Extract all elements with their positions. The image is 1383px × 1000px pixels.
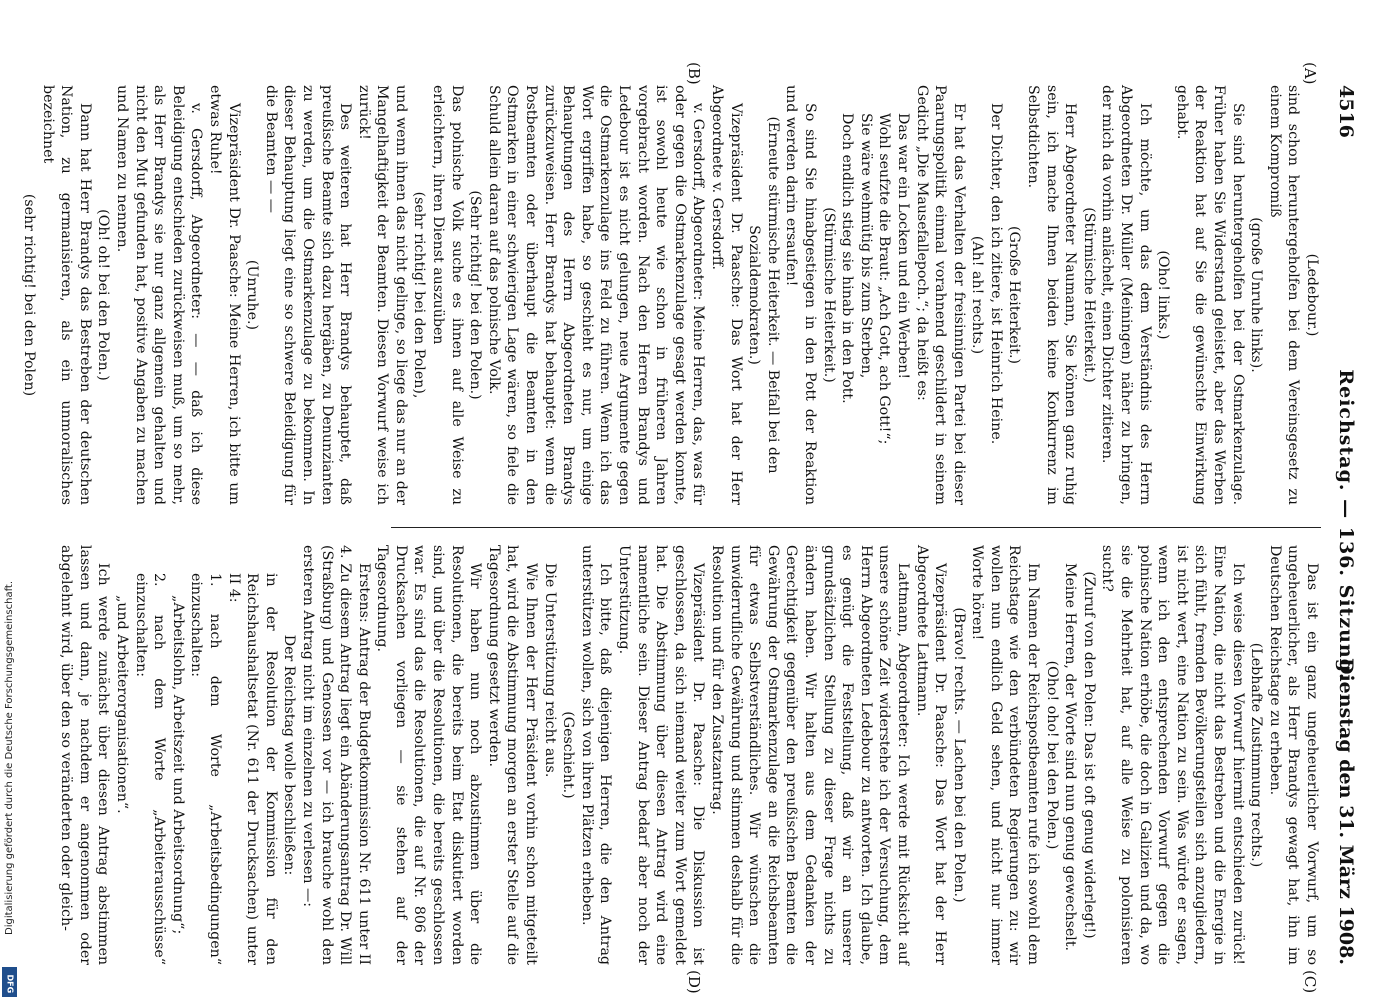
dfg-logo-text: DFG [5,974,15,994]
poem-line: Doch endlich stieg sie hinab in den Pott. [839,113,856,404]
interjection: (Unruhe.) [244,259,261,331]
paragraph: Er hat das Verhalten der freisinnigen Partei bei dieser Paarungspolitik einmal vorahnend geschildert in seinem Gedicht „Die Mausefallepoch.“; da heißt es: [913,85,967,505]
paragraph: Meine Herren, der Worte sind nun genug gewechselt. [1062,563,1079,952]
interjection: (große Unruhe links). [1248,217,1265,373]
poem-line: Wohl seufzte die Braut: „Ach Gott, ach Gott!“; [876,113,893,445]
motion-item: „und Arbeiterorganisationen“. [114,595,130,814]
speaker-running-head: (Ledebour.) [1304,253,1320,337]
page-title: Reichstag. — 136. Sitzung. [1335,369,1357,681]
interjection: (Oho! oho! bei den Polen.) [1043,660,1060,850]
paragraph: Ich möchte, um das dem Verständnis des Herrn Abgeordneten Dr. Müller (Meiningen) näher zu bringen, der mich da vorhin anlächelt, einen Dichter zitieren. [1099,85,1153,505]
paragraph: Das polnische Volk suche es ihnen auf alle Weise zu erleichtern, ihren Dienst auszuüben [430,85,465,505]
paragraph: Sie sind heruntergeholfen bei der Ostmarkenzulage. Früher haben Sie Widerstand geleistet, aber das Werben der Reaktion hat auf Sie die gewünschte Einwirkung gehabt. [1173,85,1246,505]
paragraph: Wie Ihnen der Herr Präsident vorhin schon mitgeteilt hat, wird die Abstimmung morgen an erster Stelle auf die Tagesordnung gesetzt werden. [485,545,540,965]
speaker-paragraph: Lattmann, Abgeordneter: Ich werde mit Rücksicht auf unsere schöne Zeit widerstehe ich der Versuchung, dem Herrn Abgeordneten Ledebour zu antworten. Ich glaube, es genügt die Feststellung, daß wir an unserer grundsätzlichen Stellung zu dieser Frage nichts zu ändern haben. Wir halten aus dem Gedanken der Gerechtigkeit gegenüber den preußischen Beamten die Gewährung der Ostmarkenzulage an die Reichsbeamten für etwas Selbstverständliches. Wir wünschen die unwiderrufliche Gewährung und stimmen deshalb für die Resolution und für den Zusatzantrag. [709,545,911,965]
speaker-paragraph: Vizepräsident Dr. Paasche: Die Diskussion ist geschlossen, da sich niemand weiter zum Wort gemeldet hat. Die Abstimmung über diesen Antrag wird eine namentliche sein. Dieser Antrag bedarf aber noch der Unterstützung. [616,545,707,965]
speaker-paragraph: v. Gersdorff, Abgeordneter: — — daß ich diese Beleidigung entschieden zurückweisen muß, um so mehr, als Herr Brandys sie nur ganz allgemein gehalten und nicht den Mut gefunden hat, positive Angaben zu machen und Namen zu nennen. [114,85,205,505]
motion-item: „Arbeitslohn, Arbeitszeit und Arbeitsordnung“; [169,595,186,935]
paragraph: Herr Abgeordneter Naumann, Sie können ganz ruhig sein, ich mache Ihnen beiden keine Konkurrenz im Selbstdichten. [1025,85,1079,505]
speaker-paragraph: v. Gersdorff, Abgeordneter: Meine Herren, das, was für oder gegen die Ostmarkenzulage gesagt werden konnte, ist sowohl heute wie schon in früheren Jahren vorgebracht worden. Nach den Herren Brandys und Ledebour ist es nicht gelungen, neue Argumente gegen die Ostmarkenzulage ins Feld zu führen. Wenn ich das Wort ergriffen habe, so geschieht es nur, um einige Behauptungen des Herrn Abgeordneten Brandys zurückzuweisen. Herr Brandys hat behauptet: wenn die Postbeamten oder überhaupt die Beamten in den Ostmarken in einer schwierigen Lage wären, so fiele die Schuld allein daran auf das polnische Volk. [485,85,707,505]
interjection: (sehr richtig! bei den Polen), [411,191,428,399]
paragraph: Des weiteren hat Herr Brandys behauptet, daß preußische Beamte sich dazu hergäben, zu Denunzianten zu werden, um die Ostmarkenzulage zu bekommen. In dieser Behauptung liegt eine so schwere Beleidigung für die Beamten — — [262,85,354,505]
interjection: (Ah! ah! rechts.) [969,235,986,355]
paragraph: Ich werde zunächst über diesen Antrag abstimmen lassen und dann, je nachdem er angenommen oder abgelehnt wird, über den so veränderten oder gleich- [58,545,112,965]
dfg-logo [2,967,17,997]
motion-text: Der Reichstag wolle beschließen: [281,634,298,876]
interjection: (Oho! links.) [1155,250,1172,340]
paragraph: Wir haben nun noch abzustimmen über die Resolutionen, die bereits beim Etat diskutiert worden sind, und über die Resolutionen, die bereits geschlossen war. Es sind das die Resolutionen, die auf Nr. 806 der Drucksachen vorliegen — sie stehen auf der Tagesordnung. [374,545,484,965]
paragraph: Die Unterstützung reicht aus. [541,563,558,778]
paragraph: Erstens: Antrag der Budgetkommission Nr. 611 unter II 4. Zu diesem Antrag liegt ein Abänderungsantrag Dr. Will (Straßburg) und Genossen vor — ich brauche wohl den ersteren Antrag nicht im einzelnen zu verlesen —: [299,545,372,965]
right-column [57,545,1321,965]
poem-line: Das war ein Locken und ein Werben! [894,113,911,380]
paragraph: Ich weise diesen Vorwurf hiermit entschieden zurück! Eine Nation, die nicht das Bestreben und die Energie in sich fühlt, fremden Bevölkerungsteilen sich anzugliedern, ist nicht wert, eine Nation zu sein. Was würde er sagen, wenn ich den entsprechenden Vorwurf gegen die polnische Nation erhöbe, die doch in Galizien und da, wo sie die Mehrheit hat, auf alle Weise zu polonisieren sucht? [1099,545,1246,965]
paragraph: Das ist ein ganz ungeheuerlicher Vorwurf, um so ungeheuerlicher, als Herr Brandys gewagt hat, ihn im Deutschen Reichstage zu erheben. [1266,545,1320,965]
interjection: (Stürmische Heiterkeit.) [1080,207,1097,383]
speaker-paragraph: Vizepräsident Dr. Paasche: Das Wort hat der Herr Abgeordnete Lattmann. [913,545,949,965]
column-divider [391,527,1321,528]
paragraph: Dann hat Herr Brandys das Bestreben der deutschen Nation, zu germanisieren, als ein unmoralisches bezeichnet [39,85,93,505]
interjection: (Geschieht.) [560,711,577,799]
interjection: (Sehr richtig! bei den Polen.) [467,190,484,400]
poem-line: Sie wäre wehmütig bis zum Sterben, [857,113,874,379]
paragraph: Im Namen der Reichspostbeamten rufe ich sowohl dem Reichstage wie den verbündeten Regierungen zu: wir wollen nun endlich Geld sehen, und nicht nur immer Worte hören! [969,545,1042,965]
interjection: (Lebhafte Zustimmung rechts.) [1248,642,1265,868]
paragraph: Ich bitte, daß diejenigen Herren, die den Antrag unterstützen wollen, sich von ihren Plätzen erheben. [578,545,614,965]
paragraph: So sind Sie hinabgestiegen in den Pott der Reaktion und werden darin ersaufen! [783,85,818,505]
margin-marker-c: (C) [1301,970,1319,994]
interjection: (Oh! oh! bei den Polen.) [95,209,112,381]
motion-item: 2. nach dem Worte „Arbeiterausschüsse“ einzuschalten: [132,573,168,965]
interjection: (Bravo! rechts. — Lachen bei den Polen.) [950,607,967,903]
motion-item: 1. nach dem Worte „Arbeitsbedingungen“ einzuschalten: [188,573,223,965]
paragraph: und wenn ihnen das nicht gelinge, so liege das nur an der Mangelhaftigkeit der Beamten. Diesen Vorwurf weise ich zurück! [355,85,409,505]
page-number: 4516 [1335,85,1357,138]
digitization-credit [0,580,20,1000]
interjection: (Stürmische Heiterkeit.) [820,207,837,383]
margin-marker-a: (A) [1301,62,1319,85]
speaker-paragraph: Vizepräsident Dr. Paasche: Das Wort hat der Herr Abgeordnete v. Gersdorff. [709,85,744,505]
margin-marker-d: (D) [685,970,703,994]
motion-text: in der Resolution der Kommission für den Reichshaushaltsetat (Nr. 611 der Drucksachen) unter II 4: [225,573,279,965]
session-date: Dienstag den 31. März 1908. [1335,657,1357,965]
page-header [1323,85,1363,965]
paragraph: sind schon heruntergeholfen bei dem Vereinsgesetz zu einem Kompromiß [1266,85,1302,505]
interjection: (Erneute stürmische Heiterkeit. — Beifall bei den Sozialdemokraten.) [746,116,781,474]
credit-text: Digitalisierung gefördert durch die Deutsche Forschungsgemeinschaft. [4,580,15,935]
interjection: (Zuruf von den Polen: Das ist oft genug widerlegt!) [1080,571,1097,939]
speaker-paragraph: Vizepräsident Dr. Paasche: Meine Herren, ich bitte um etwas Ruhe! [206,85,242,505]
interjection: (Große Heiterkeit.) [1006,225,1023,365]
interjection: (sehr richtig! bei den Polen) [21,193,38,397]
paragraph: Der Dichter, den ich zitiere, ist Heinrich Heine. [987,103,1004,445]
left-column [19,85,1321,505]
margin-marker-b: (B) [685,62,703,85]
